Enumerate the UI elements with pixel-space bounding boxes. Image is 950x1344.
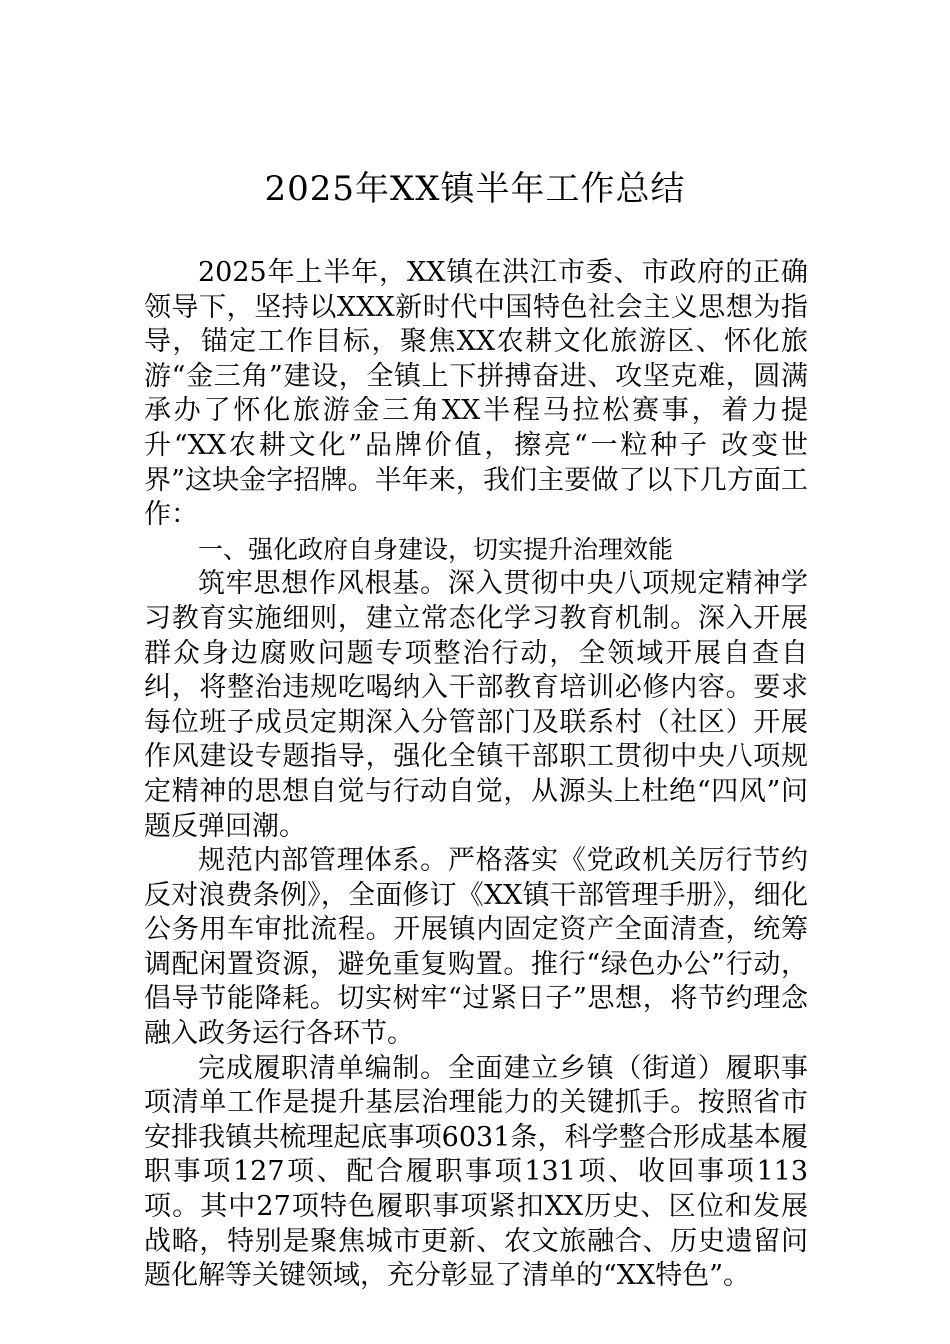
document-title: 2025年XX镇半年工作总结 <box>264 169 686 209</box>
intro-paragraph: 2025年上半年，XX镇在洪江市委、市政府的正确领导下，坚持以XXX新时代中国特色社会主义思想为指导，锚定工作目标，聚焦XX农耕文化旅游区、怀化旅游“金三角”建设，全镇上下拼搏奋进、攻坚克难，圆满承办了怀化旅游金三角XX半程马拉松赛事，着力提升“XX农耕文化”品牌价值，擦亮“一粒种子 改变世界”这块金字招牌。半年来，我们主要做了以下几方面工作： <box>144 257 808 531</box>
document-body <box>144 256 808 1294</box>
section-heading: 一、强化政府自身建设，切实提升治理效能 <box>198 534 674 564</box>
body-paragraph-1: 筑牢思想作风根基。深入贯彻中央八项规定精神学习教育实施细则，建立常态化学习教育机制。深入开展群众身边腐败问题专项整治行动，全领域开展自查自纠，将整治违规吃喝纳入干部教育培训必修内容。要求每位班子成员定期深入分管部门及联系村（社区）开展作风建设专题指导，强化全镇干部职工贯彻中央八项规定精神的思想自觉与行动自觉，从源头上杜绝“四风”问题反弹回潮。 <box>144 568 808 842</box>
body-paragraph-3: 完成履职清单编制。全面建立乡镇（街道）履职事项清单工作是提升基层治理能力的关键抓手。按照省市安排我镇共梳理起底事项6031条，科学整合形成基本履职事项127项、配合履职事项131项、收回事项113项。其中27项特色履职事项紧扣XX历史、区位和发展战略，特别是聚焦城市更新、农文旅融合、历史遗留问题化解等关键领域，充分彰显了清单的“XX特色”。 <box>144 1052 808 1292</box>
body-paragraph-2: 规范内部管理体系。严格落实《党政机关厉行节约反对浪费条例》，全面修订《XX镇干部管理手册》，细化公务用车审批流程。开展镇内固定资产全面清查，统筹调配闲置资源，避免重复购置。推行“绿色办公”行动，倡导节能降耗。切实树牢“过紧日子”思想，将节约理念融入政务运行各环节。 <box>144 845 808 1050</box>
